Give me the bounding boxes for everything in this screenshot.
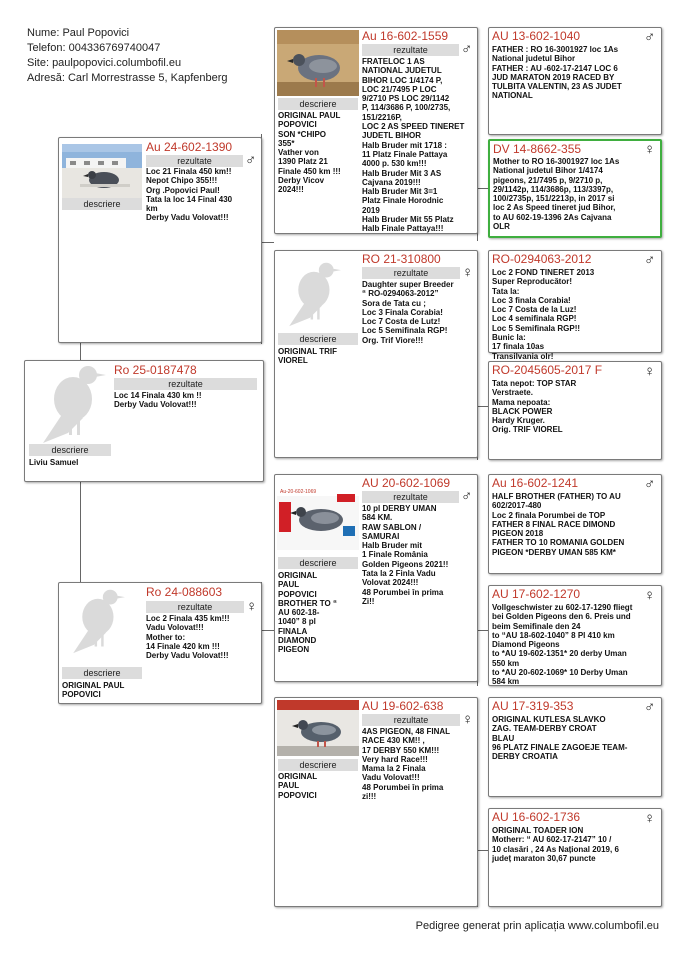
male-symbol: ♂ (461, 488, 473, 505)
ring-number: Au 24-602-1390 (146, 140, 233, 154)
ring-number: AU 13-602-1040 (492, 29, 581, 43)
pigeon-photo (277, 700, 359, 756)
ring-number: RO 21-310800 (362, 252, 441, 266)
dss-card[interactable] (488, 474, 662, 574)
female-symbol: ♀ (644, 587, 656, 604)
pigeon-results: FATHER : RO 16-3001927 loc 1As National judetul Bihor FATHER : AU -602-17-2147 LOC 6 JUD MARATON 2019 RACED BY TULBITA VALENTIN, 23 AS JUDET NATIONAL (492, 45, 622, 101)
female-symbol: ♀ (644, 363, 656, 380)
pigeon-results: Loc 2 Finala 435 km!!! Vadu Volovat!!! Mother to: 14 Finale 420 km !!! Derby Vadu Volovat!!! (146, 614, 230, 661)
dam-card[interactable] (58, 582, 262, 704)
dam-sire-card[interactable] (274, 474, 478, 682)
connector (80, 343, 81, 360)
pigeon-owner: ORIGINAL PAUL POPOVICI (62, 681, 125, 700)
pigeon-results: Vollgeschwister zu 602-17-1290 fliegt bei Golden Pigeons den 6. Preis und beim Semifinale den 24 to “AU 18-602-1040” 8 Pl 410 km Diamond Pigeons to *AU 19-602-1351* 20 derby Uman 550 km to *AU 20-602-1069* 10 Derby Uman 584 km (492, 603, 633, 687)
breeder-name: Nume: Paul Popovici (27, 27, 130, 39)
pigeon-results: Daughter super Breeder “ RO-0294063-2012” Sora de Tata cu ; Loc 3 Finala Corabia! Loc 7 Costa de Lutz! Loc 5 Semifinala RGP! Org. Trif Viore!!! (362, 280, 454, 345)
ring-number: AU 17-319-353 (492, 699, 574, 713)
results-button[interactable]: rezultate (114, 378, 257, 390)
pigeon-owner: ORIGINAL TRIF VIOREL (278, 347, 337, 366)
ring-number: AU 17-602-1270 (492, 587, 581, 601)
ring-number: Au 16-602-1241 (492, 476, 579, 490)
pigeon-results: 10 pl DERBY UMAN 584 KM. RAW SABLON / SAMURAI Halb Bruder mit 1 Finale România Golden Pigeons 2021!! Tata la 2 Finla Vadu Volovat 2024!!! 48 Porumbei în prima Zi!! (362, 504, 449, 606)
ring-number: Ro 24-088603 (146, 585, 223, 599)
female-symbol: ♀ (462, 711, 474, 728)
pigeon-photo (277, 30, 359, 96)
pigeon-silhouette (65, 587, 139, 655)
pigeon-results: Loc 14 Finala 430 km !! Derby Vadu Volovat!!! (114, 391, 202, 410)
subject-pigeon-card[interactable] (24, 360, 264, 482)
pigeon-photo (62, 144, 142, 198)
sss-card[interactable] (488, 27, 662, 135)
connector (261, 242, 274, 243)
description-button[interactable]: descriere (278, 557, 358, 569)
sds-card[interactable] (488, 250, 662, 361)
description-button[interactable]: descriere (278, 98, 358, 110)
pigeon-photo (277, 486, 359, 550)
connector (261, 630, 274, 631)
description-button[interactable]: descriere (278, 333, 358, 345)
ddd-card[interactable] (488, 808, 662, 907)
dsd-card[interactable] (488, 585, 662, 686)
pigeon-owner: ORIGINAL PAUL POPOVICI BROTHER TO “ AU 602-18- 1040” 8 pl FINALA DIAMOND PIGEON (278, 571, 337, 655)
connector (477, 406, 488, 407)
description-button[interactable]: descriere (62, 667, 142, 679)
results-button[interactable]: rezultate (362, 714, 460, 726)
photo-caption: Au-20-602-1069 (280, 489, 317, 495)
pigeon-results: Mother to RO 16-3001927 loc 1As National judetul Bihor 1/4174 pigeons, 21/7495 p, 9/2710 p, 29/1142p, 114/3686p, 113/3397p, 100/2735p, 151/2213p, in 2017 si loc 2 As Speed tineret jud Bihor, to AU 602-19-1396 2As Cajvana OLR (493, 157, 620, 232)
results-button[interactable]: rezultate (146, 155, 243, 167)
sire-dam-card[interactable] (274, 250, 478, 458)
ring-number: RO-0294063-2012 (492, 252, 592, 266)
sire-card[interactable] (58, 137, 262, 343)
breeder-phone: Telefon: 004336769740047 (27, 42, 161, 54)
male-symbol: ♂ (644, 699, 656, 716)
sire-sire-card[interactable] (274, 27, 478, 234)
male-symbol: ♂ (245, 152, 257, 169)
pigeon-results: ORIGINAL KUTLESA SLAVKO ZAG. TEAM-DERBY CROAT BLAU 96 PLATZ FINALE ZAGOEJE TEAM- DERBY CROATIA (492, 715, 628, 762)
male-symbol: ♂ (461, 41, 473, 58)
results-button[interactable]: rezultate (362, 267, 460, 279)
footer-credit: Pedigree generat prin aplicația www.columbofil.eu (415, 920, 659, 932)
pigeon-silhouette (33, 363, 123, 445)
pigeon-results: HALF BROTHER (FATHER) TO AU 602/2017-480 Loc 2 finala Porumbei de TOP FATHER 8 FINAL RACE DIMOND PIGEON 2018 FATHER TO 10 ROMANIA GOLDEN PIGEON *DERBY UMAN 585 KM* (492, 492, 625, 557)
connector (477, 630, 488, 631)
pigeon-results: ORIGINAL TOADER ION Motherr: “ AU 602-17-2147” 10 / 10 clasări , 24 As Național 2019, 6 județ maraton 30,67 puncte (492, 826, 619, 863)
results-button[interactable]: rezultate (146, 601, 244, 613)
female-symbol: ♀ (644, 141, 656, 158)
pigeon-results: Loc 2 FOND TINERET 2013 Super Reproducător! Tata la: Loc 3 finala Corabia! Loc 7 Costa de la Luz! Loc 4 semifinala RGP! Loc 5 Semifinala RGP!! Bunic la: 17 finala 10as Transilvania olr! (492, 268, 595, 361)
male-symbol: ♂ (644, 476, 656, 493)
pigeon-owner: ORIGINAL PAUL POPOVICI SON *CHIPO 355* Vather von 1390 Platz 21 Finale 450 km !!! Derby Vicov 2024!!! (278, 111, 341, 195)
description-button[interactable]: descriere (29, 444, 111, 456)
results-button[interactable]: rezultate (362, 44, 459, 56)
male-symbol: ♂ (644, 252, 656, 269)
results-button[interactable]: rezultate (362, 491, 459, 503)
ring-number: Ro 25-0187478 (114, 363, 197, 377)
connector (477, 188, 488, 189)
pigeon-results: FRATELOC 1 AS NATIONAL JUDETUL BIHOR LOC 1/4174 P, LOC 21/7495 P LOC 9/2710 PS LOC 29/1142 P, 114/3686 P, 100/2735, 151/2216P, LOC 2 AS SPEED TINERET JUDETL BIHOR Halb Bruder mit 1718 : 11 Platz Finale Pattaya 4000 p. 530 km!!! Halb Bruder Mit 3 AS Cajvana 2019!!! Halb Bruder Mit 3=1 Platz Finale Horodnic 2019 Halb Bruder Mit 55 Platz Halb Finale Pattaya!!! (362, 57, 465, 234)
ring-number: DV 14-8662-355 (493, 142, 582, 156)
pigeon-owner: Liviu Samuel (29, 458, 79, 467)
ring-number: AU 20-602-1069 (362, 476, 451, 490)
male-symbol: ♂ (644, 29, 656, 46)
pigeon-results: 4AS PIGEON, 48 FINAL RACE 430 KM!! , 17 DERBY 550 KM!!! Very hard Race!!! Mama la 2 Finala Vadu Volovat!!! 48 Porumbei în prima zi!!! (362, 727, 451, 802)
pigeon-results: Loc 21 Finala 450 km!! Nepot Chipo 355!!! Org .Popovici Paul! Tata la loc 14 Final 430 km Derby Vadu Volovat!!! (146, 167, 233, 223)
pigeon-results: Tata nepot: TOP STAR Verstraete. Mama nepoata: BLACK POWER Hardy Kruger. Orig. TRIF VIOREL (492, 379, 577, 435)
female-symbol: ♀ (462, 264, 474, 281)
description-button[interactable]: descriere (278, 759, 358, 771)
ring-number: RO-2045605-2017 F (492, 363, 603, 377)
dds-card[interactable] (488, 697, 662, 797)
ring-number: AU 16-602-1736 (492, 810, 581, 824)
breeder-address: Adresă: Carl Morrestrasse 5, Kapfenberg (27, 72, 228, 84)
ring-number: AU 19-602-638 (362, 699, 444, 713)
pigeon-silhouette (281, 257, 355, 331)
pigeon-owner: ORIGINAL PAUL POPOVICI (278, 772, 318, 800)
sdd-card[interactable] (488, 361, 662, 460)
female-symbol: ♀ (644, 810, 656, 827)
breeder-site: Site: paulpopovici.columbofil.eu (27, 57, 182, 69)
female-symbol: ♀ (246, 598, 258, 615)
breeder-info (27, 26, 228, 86)
dam-dam-card[interactable] (274, 697, 478, 907)
description-button[interactable]: descriere (62, 198, 142, 210)
ring-number: Au 16-602-1559 (362, 29, 449, 43)
connector (477, 850, 488, 851)
ssd-card[interactable] (488, 139, 662, 238)
